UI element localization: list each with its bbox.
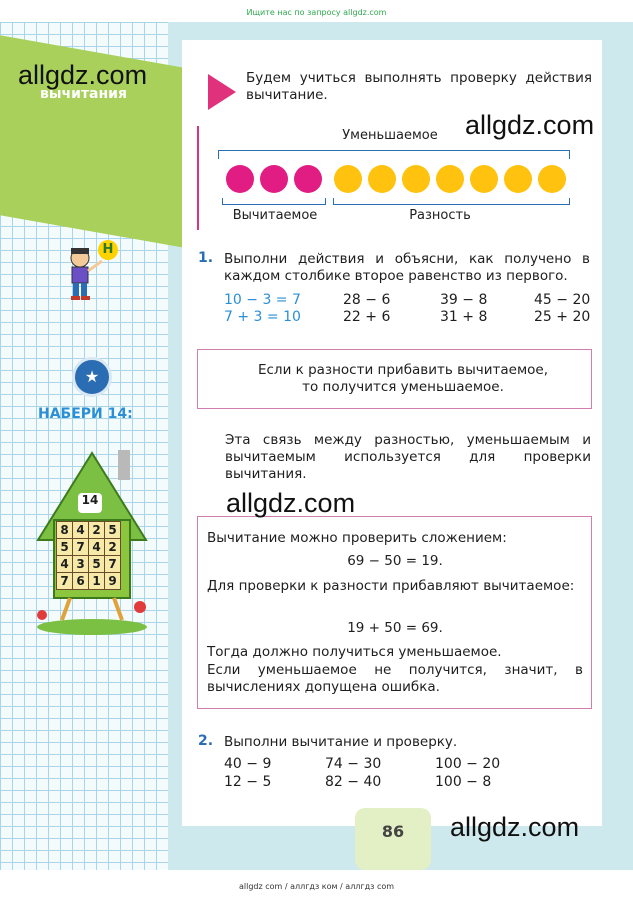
top-note: Ищите нас по запросу allgdz.com — [246, 8, 387, 17]
task1-expr: 25 + 20 — [534, 309, 591, 325]
task2-expr: 74 − 30 — [325, 756, 382, 772]
roof-number: 14 — [78, 493, 102, 513]
grid-cell: 4 — [89, 539, 105, 556]
dot-yellow — [402, 165, 430, 193]
accent-bar — [197, 126, 199, 230]
minuend-bracket — [218, 150, 570, 159]
subtrahend-label: Вычитаемое — [232, 208, 318, 223]
task1-expr: 45 − 20 — [534, 292, 591, 308]
task2-expr: 12 − 5 — [224, 774, 272, 790]
grid-row — [57, 556, 121, 573]
page-number: 86 — [381, 822, 405, 841]
dot-pink — [226, 165, 254, 193]
number-grid — [56, 521, 121, 590]
collect-title: НАБЕРИ 14: — [38, 406, 133, 422]
task1-expr: 28 − 6 — [343, 292, 391, 308]
dot-yellow — [334, 165, 362, 193]
watermark: allgdz.com — [226, 488, 356, 518]
grid-row — [57, 539, 121, 556]
rule2-line: Для проверки к разности прибавляют вычитаемое: — [207, 578, 575, 594]
dot-pink — [294, 165, 322, 193]
task1-text: Выполни действия и объясни, как получено в каждом столбике второе равенство из первого. — [224, 251, 590, 284]
bottom-note: allgdz com / аллгдз ком / аллгдз com — [238, 882, 395, 891]
dot-yellow — [368, 165, 396, 193]
play-marker-icon — [208, 74, 236, 110]
difference-label: Разность — [409, 208, 471, 223]
grid-cell: 1 — [89, 573, 105, 590]
grid-cell: 6 — [73, 573, 89, 590]
watermark: allgdz.com — [450, 812, 580, 842]
grid-cell: 8 — [57, 522, 73, 539]
stars-icon: ★ — [72, 357, 112, 397]
task2-expr: 40 − 9 — [224, 756, 272, 772]
minuend-label: Уменьшаемое — [342, 128, 438, 143]
grid-row — [57, 573, 121, 590]
grid-cell: 5 — [57, 539, 73, 556]
grid-cell: 9 — [105, 573, 121, 590]
rule-text — [222, 362, 584, 396]
grid-cell: 7 — [57, 573, 73, 590]
task2-text: Выполни вычитание и проверку. — [224, 734, 458, 750]
task1-expr: 7 + 3 = 10 — [224, 309, 301, 325]
watermark: allgdz.com — [18, 60, 148, 90]
letter-badge: Н — [98, 240, 118, 260]
subtrahend-bracket — [222, 198, 326, 205]
grid-cell: 5 — [89, 556, 105, 573]
dot-yellow — [538, 165, 566, 193]
dot-pink — [260, 165, 288, 193]
watermark: allgdz.com — [465, 110, 595, 140]
topic-line2: вычитания — [40, 86, 127, 102]
rule2-line: Тогда должно получиться уменьшаемое. — [207, 644, 502, 660]
rule-line: то получится уменьшаемое. — [302, 379, 504, 395]
grid-cell: 7 — [73, 539, 89, 556]
task1-expr: 22 + 6 — [343, 309, 391, 325]
rule-line: Если к разности прибавить вычитаемое, — [257, 362, 548, 378]
task2-number: 2. — [198, 733, 214, 749]
grid-cell: 2 — [89, 522, 105, 539]
rule2-line: Вычитание можно проверить сложением: — [207, 530, 507, 546]
grid-cell: 4 — [57, 556, 73, 573]
grid-cell: 4 — [73, 522, 89, 539]
explanation-paragraph: Эта связь между разностью, уменьшаемым и вычитаемым используется для проверки вычитания. — [225, 432, 591, 482]
difference-bracket — [333, 198, 570, 205]
task1-expr: 10 − 3 = 7 — [224, 292, 301, 308]
grid-cell: 3 — [73, 556, 89, 573]
grid-cell: 2 — [105, 539, 121, 556]
grid-cell: 7 — [105, 556, 121, 573]
task1-expr: 39 − 8 — [440, 292, 488, 308]
rule2-equation: 19 + 50 = 69. — [347, 620, 443, 636]
grid-cell: 5 — [105, 522, 121, 539]
task2-expr: 100 − 8 — [435, 774, 492, 790]
dot-yellow — [504, 165, 532, 193]
rule2-equation: 69 − 50 = 19. — [347, 553, 443, 569]
task2-expr: 82 − 40 — [325, 774, 382, 790]
dot-yellow — [470, 165, 498, 193]
task1-expr: 31 + 8 — [440, 309, 488, 325]
task1-number: 1. — [198, 250, 214, 266]
rule2-line: Если уменьшаемое не получится, значит, в вычислениях допущена ошибка. — [207, 662, 583, 695]
intro-text: Будем учиться выполнять проверку действия вычитание. — [246, 70, 592, 103]
dot-yellow — [436, 165, 464, 193]
task2-expr: 100 − 20 — [435, 756, 501, 772]
grid-row — [57, 522, 121, 539]
